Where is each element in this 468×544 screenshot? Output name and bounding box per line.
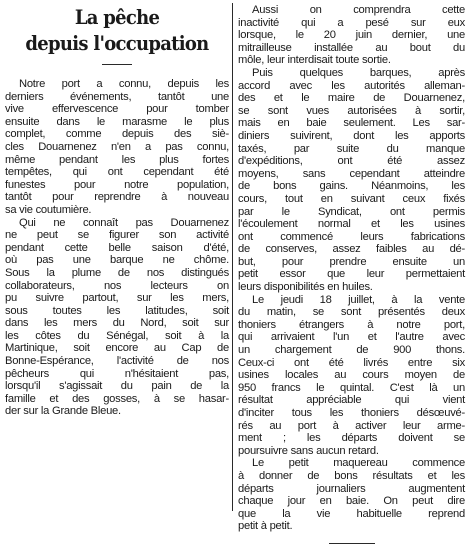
left-column-body — [5, 78, 229, 418]
text-line: 950 francs le quintal. C'est là un — [238, 381, 465, 394]
text-line: derniers événements, tantôt une — [5, 90, 229, 103]
text-line: pu suivre partout, sur les mers, — [5, 292, 229, 305]
text-line: leurs disponibilités en huiles. — [238, 281, 373, 294]
text-line: famille et des gosses, à se hasar- — [5, 392, 229, 405]
text-line: lorsqu'il s'agissait du pain de la — [5, 380, 229, 393]
text-line: diniers suivirent, dont les apports — [238, 129, 465, 142]
text-line: tempêtes, qui ont cependant été — [5, 166, 229, 179]
text-line: taxés, par suite du manque — [238, 142, 465, 155]
text-line: Bonne-Espérance, l'activité de nos — [5, 355, 229, 368]
text-line: lorsque, le 20 juin dernier, une — [238, 29, 465, 42]
article-title-line-1: La pêche — [74, 5, 160, 29]
text-line: mais en baie seulement. Les sar- — [238, 117, 465, 130]
text-line: des et le maire de Douarnenez, — [238, 92, 465, 105]
text-line: Ceux-ci ont été livrés entre six — [238, 356, 465, 369]
text-line: par le Syndicat, ont permis — [238, 205, 465, 218]
text-line: accord avec les autorités alleman- — [238, 79, 465, 92]
text-line: Martinique, soit encore au Cap de — [5, 342, 229, 355]
article-title-line-2: depuis l'occupation — [25, 31, 209, 55]
text-line: tantôt pour reprendre à nouveau — [5, 191, 229, 204]
text-line: petit à petit. — [238, 520, 293, 533]
text-line: cles Douarnenez n'en a pas connu, — [5, 140, 229, 153]
text-line: ensuite dans le marasme le plus — [5, 115, 229, 128]
text-line: funestes pour notre population, — [5, 178, 229, 191]
text-line: usines locales au cours moyen de — [238, 369, 465, 382]
text-line: un chargement de 900 thons. — [238, 344, 465, 357]
text-line: Sous la plume de nos distingués — [5, 266, 229, 279]
text-line: inactivité qui a pesé sur eux — [238, 16, 465, 29]
right-column-body — [238, 4, 465, 533]
text-line: Le petit maquereau commence — [252, 457, 465, 470]
text-line: Qui ne connaît pas Douarnenez — [19, 216, 229, 229]
paragraph — [238, 4, 465, 67]
text-line: complet, comme depuis des siè- — [5, 128, 229, 141]
text-line: pendant cette belle saison d'été, — [5, 241, 229, 254]
text-line: d'inciter tous les thoniers désœuvé- — [238, 407, 465, 419]
paragraph — [238, 67, 465, 294]
text-line: ment ; les départs doivent se — [238, 432, 465, 445]
text-line: à donner de bons résultats et les — [238, 469, 465, 482]
paragraph — [5, 217, 229, 419]
right-column — [234, 0, 468, 533]
text-line: résultat appréciable qui vient — [238, 394, 465, 407]
text-line: vive effervescence pour tomber — [5, 103, 229, 116]
text-line: de conserves, assez faibles au dé- — [238, 243, 465, 256]
text-line: thoniers étrangers à notre port, — [238, 318, 465, 331]
text-line: sa vie coutumière. — [5, 203, 92, 216]
text-line: Puis quelques barques, après — [252, 66, 465, 79]
title-divider — [102, 64, 132, 65]
text-line: de bons gains. Néanmoins, les — [238, 180, 465, 193]
text-line: qui arrivaient l'un et l'autre avec — [238, 331, 465, 344]
paragraph — [238, 294, 465, 458]
text-line: môle, leur interdisait toute sortie. — [238, 54, 391, 67]
text-line: dans les mers du Nord, soit sur — [5, 317, 229, 330]
text-line: pêcheurs qui n'hésitaient pas, — [5, 367, 229, 380]
text-line: départs journaliers augmentent — [238, 482, 465, 495]
text-line: ont commencé leurs fabrications — [238, 230, 465, 243]
text-line: Le jeudi 18 juillet, à la vente — [252, 293, 465, 306]
text-line: que la vie habituelle reprend — [238, 507, 465, 520]
text-line: but, pour prendre ensuite un — [238, 255, 465, 268]
text-line: l'écoulement normal et les usines — [238, 218, 465, 231]
text-line: du matin, se sont présentés deux — [238, 306, 465, 319]
text-line: der sur la Grande Bleue. — [5, 405, 121, 418]
text-line: moyens, sans cependant atteindre — [238, 167, 465, 180]
text-line: se sont vues autorisées à sortir, — [238, 104, 465, 117]
text-line: où pas une barque ne chôme. — [5, 254, 229, 267]
text-line: poursuivre sans aucun retard. — [238, 444, 379, 457]
text-line: rés au port à activer leur arme- — [238, 419, 465, 432]
text-line: Notre port a connu, depuis les — [19, 78, 229, 90]
paragraph — [238, 457, 465, 533]
text-line: collaborateurs, nos lecteurs on — [5, 279, 229, 292]
paragraph — [5, 78, 229, 217]
text-line: même pendant les plus fortes — [5, 153, 229, 166]
text-line: chaque jour en baie. On peut dire — [238, 495, 465, 508]
text-line: petit essor que leur permettaient — [238, 268, 465, 281]
text-line: Aussi on comprendra cette — [252, 4, 465, 16]
text-line: cours, tout en suivant ceux fixés — [238, 192, 465, 205]
left-column — [0, 0, 232, 514]
text-line: mitrailleuse installée au bout du — [238, 41, 465, 54]
text-line: sous toutes les latitudes, soit — [5, 304, 229, 317]
text-line: les côtes du Sénégal, soit à la — [5, 329, 229, 342]
text-line: ne peut se figurer son activité — [5, 229, 229, 242]
column-divider — [232, 3, 233, 511]
text-line: d'expéditions, ont été assez — [238, 155, 465, 168]
